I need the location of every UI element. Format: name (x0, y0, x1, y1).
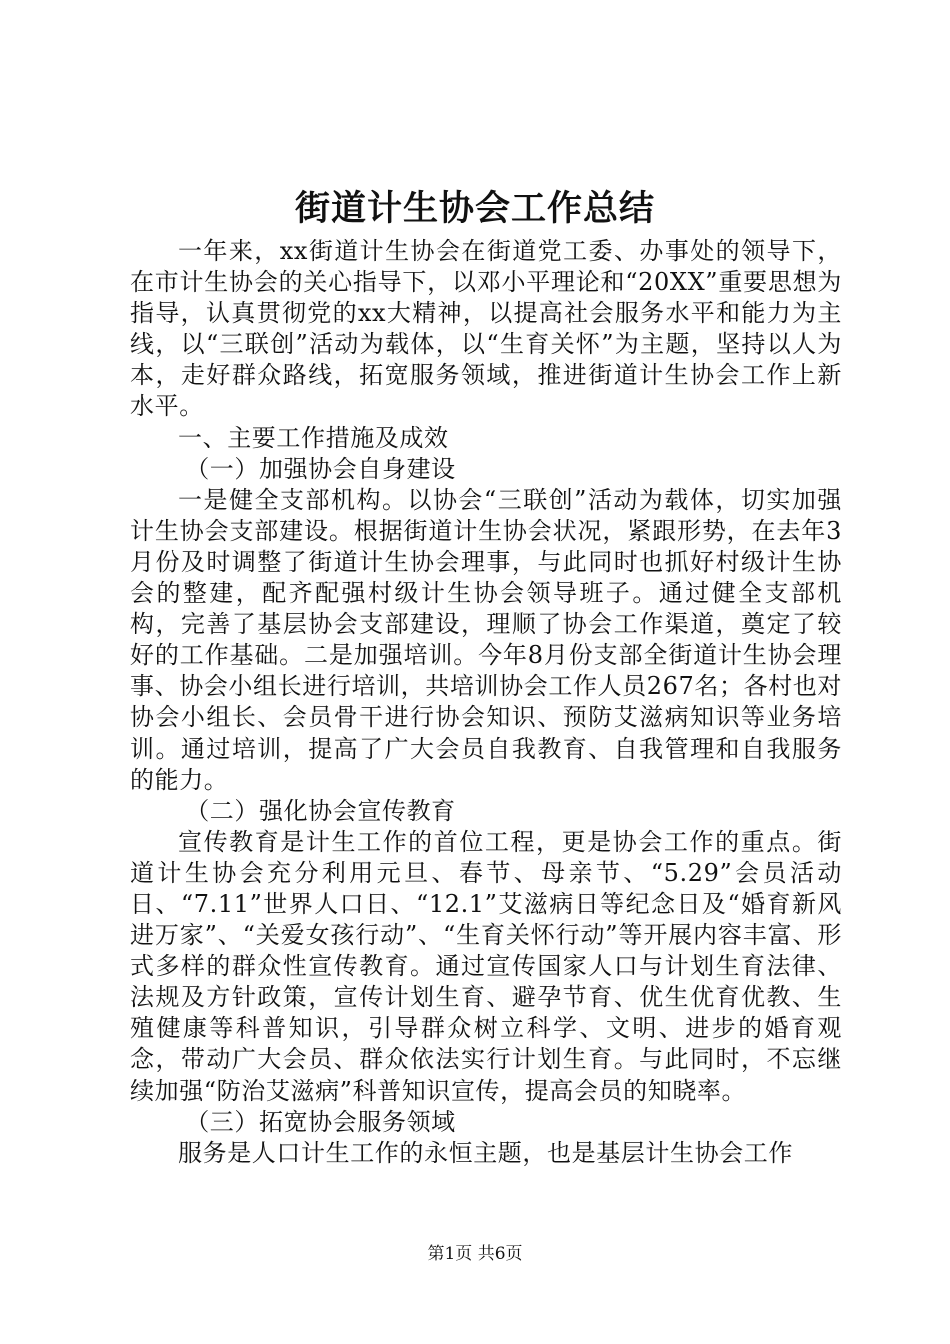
page-footer: 第1页 共6页 (427, 1244, 523, 1264)
section-heading-1: 一、主要工作措施及成效 (178, 423, 449, 452)
intro-paragraph: 一年来，xx街道计生协会在街道党工委、办事处的领导下，在市计生协会的关心指导下，以邓小平理论和“20XX”重要思想为指导，认真贯彻党的xx大精神，以提高社会服务水平和能力为主线，以“三联创”活动为载体，以“生育关怀”为主题，坚持以人为本，走好群众路线，拓宽服务领域，推进街道计生协会工作上新水平。 (130, 237, 842, 421)
subsection-heading-1: （一）加强协会自身建设 (185, 454, 456, 483)
paragraph-service: 服务是人口计生工作的永恒主题，也是基层计生协会工作 (178, 1138, 793, 1167)
document-title: 街道计生协会工作总结 (294, 188, 655, 229)
paragraph-organization: 一是健全支部机构。以协会“三联创”活动为载体，切实加强计生协会支部建设。根据街道计生协会状况，紧跟形势，在去年3月份及时调整了街道计生协会理事，与此同时也抓好村级计生协会的整建，配齐配强村级计生协会领导班子。通过健全支部机构，完善了基层协会支部建设，理顺了协会工作渠道，奠定了较好的工作基础。二是加强培训。今年8月份支部全街道计生协会理事、协会小组长进行培训，共培训协会工作人员267名；各村也对协会小组长、会员骨干进行协会知识、预防艾滋病知识等业务培训。通过培训，提高了广大会员自我教育、自我管理和自我服务的能力。 (130, 485, 842, 794)
subsection-heading-3: （三）拓宽协会服务领域 (185, 1107, 456, 1136)
document-body (130, 236, 842, 1169)
subsection-heading-2: （二）强化协会宣传教育 (185, 796, 456, 825)
paragraph-publicity: 宣传教育是计生工作的首位工程，更是协会工作的重点。街道计生协会充分利用元旦、春节、母亲节、“5.29”会员活动日、“7.11”世界人口日、“12.1”艾滋病日等纪念日及“婚育新风进万家”、“关爱女孩行动”、“生育关怀行动”等开展内容丰富、形式多样的群众性宣传教育。通过宣传国家人口与计划生育法律、法规及方针政策，宣传计划生育、避孕节育、优生优育优教、生殖健康等科普知识，引导群众树立科学、文明、进步的婚育观念，带动广大会员、群众依法实行计划生育。与此同时，不忘继续加强“防治艾滋病”科普知识宣传，提高会员的知晓率。 (130, 827, 842, 1105)
